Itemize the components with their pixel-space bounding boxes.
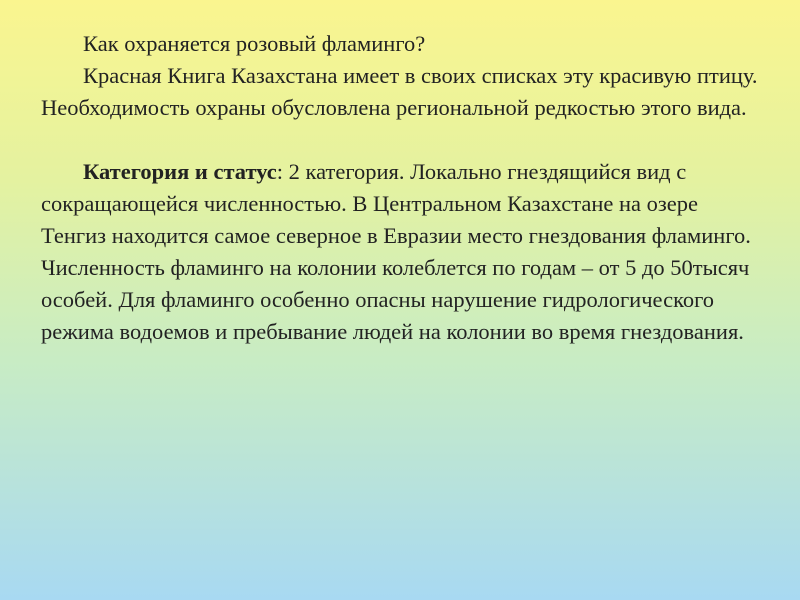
intro-paragraph: Красная Книга Казахстана имеет в своих списках эту красивую птицу. Необходимость охраны обусловлена региональной редкостью этого вида. xyxy=(41,63,758,120)
category-paragraph xyxy=(41,156,761,348)
slide-text xyxy=(41,28,761,348)
paragraph-spacer xyxy=(41,124,761,156)
category-label: Категория и статус xyxy=(83,159,277,184)
category-text: : 2 категория. Локально гнездящийся вид с сокращающейся численностью. В Центральном Казахстане на озере Тенгиз находится самое северное в Евразии место гнездования фламинго. Численность фламинго на колонии колеблется по годам – от 5 до 50тысяч особей. Для фламинго особенно опасны нарушение гидрологического режима водоемов и пребывание людей на колонии во время гнездования. xyxy=(41,159,751,344)
question-paragraph: Как охраняется розовый фламинго? xyxy=(83,31,426,56)
